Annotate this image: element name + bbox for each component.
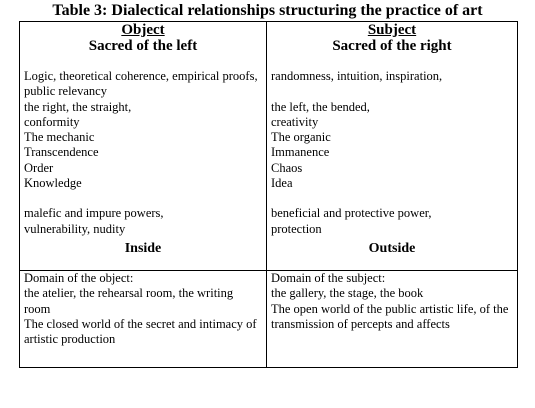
list-item: Domain of the object:	[24, 271, 134, 285]
list-item: conformity	[24, 114, 80, 129]
subject-powers	[271, 206, 513, 237]
inside-heading: Inside	[124, 240, 162, 256]
table-row	[20, 22, 518, 271]
subject-column-cell	[267, 22, 518, 271]
object-column-cell	[20, 22, 267, 271]
object-subheading: Sacred of the left	[88, 38, 198, 54]
list-item: Transcendence	[24, 145, 99, 160]
list-item: Chaos	[271, 160, 303, 175]
object-heading: Object	[121, 22, 165, 38]
list-item: Knowledge	[24, 176, 82, 191]
list-item: Immanence	[271, 145, 330, 160]
inside-cell	[20, 271, 267, 368]
list-item: the gallery, the stage, the book	[271, 286, 424, 301]
dialectical-table	[19, 21, 518, 368]
list-item: Order	[24, 160, 54, 175]
list-item: The organic	[271, 130, 331, 145]
object-powers	[24, 206, 262, 237]
list-item: The closed world of the secret and intimacy of artistic production	[24, 316, 257, 347]
subject-attributes	[271, 69, 513, 191]
list-item: malefic and impure powers,	[24, 206, 164, 221]
list-item: randomness, intuition, inspiration,	[271, 69, 443, 83]
list-item: Idea	[271, 176, 293, 191]
table-caption: Table 3: Dialectical relationships structuring the practice of art	[52, 2, 483, 19]
table-row	[20, 271, 518, 368]
subject-heading: Subject	[367, 22, 417, 38]
list-item: the right, the straight,	[24, 99, 132, 114]
outside-cell	[267, 271, 518, 368]
list-item: the left, the bended,	[271, 99, 370, 114]
list-item: Domain of the subject:	[271, 271, 386, 285]
subject-subheading: Sacred of the right	[332, 38, 452, 54]
list-item: The open world of the public artistic life, of the transmission of percepts and affects	[271, 301, 509, 331]
list-item: the atelier, the rehearsal room, the writing room	[24, 286, 234, 316]
list-item: Logic, theoretical coherence, empirical proofs, public relevancy	[24, 69, 258, 99]
outside-heading: Outside	[368, 240, 416, 256]
list-item: beneficial and protective power,	[271, 206, 432, 221]
list-item	[271, 84, 513, 99]
object-attributes	[24, 69, 262, 191]
list-item: creativity	[271, 114, 319, 129]
list-item: vulnerability, nudity	[24, 221, 126, 236]
list-item: protection	[271, 221, 322, 236]
list-item: The mechanic	[24, 130, 95, 145]
